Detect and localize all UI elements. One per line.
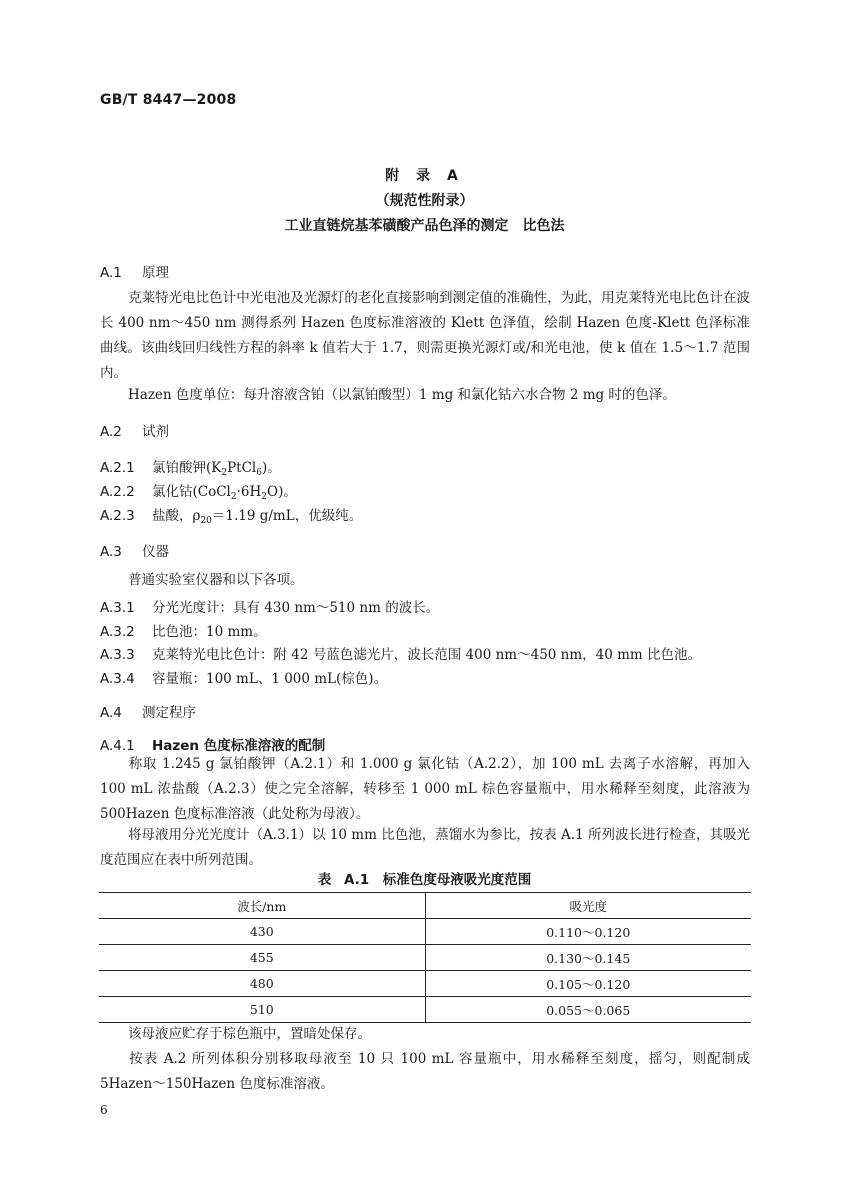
table-row bbox=[99, 971, 751, 997]
item-number: A.2.2 bbox=[100, 484, 135, 500]
section-title: 仪器 bbox=[142, 544, 169, 560]
table-cell: 0.110～0.120 bbox=[425, 919, 751, 945]
absorbance-table bbox=[99, 892, 751, 1023]
table-cell: 455 bbox=[99, 945, 425, 971]
section-title: 试剂 bbox=[142, 424, 169, 440]
table-row bbox=[99, 997, 751, 1023]
item-number: A.3.2 bbox=[100, 624, 135, 640]
section-number: A.4 bbox=[100, 705, 122, 721]
subsection-a41-heading bbox=[100, 734, 325, 754]
subscript: 6 bbox=[256, 468, 262, 478]
item-text: ＝1.19 g/mL，优级纯。 bbox=[211, 508, 363, 524]
item-number: A.3.3 bbox=[100, 647, 135, 663]
item-text: 容量瓶：100 mL、1 000 mL(棕色)。 bbox=[152, 671, 388, 687]
section-title: 测定程序 bbox=[142, 705, 196, 721]
section-number: A.3 bbox=[100, 544, 122, 560]
subscript: 20 bbox=[200, 516, 212, 526]
item-number: A.2.1 bbox=[100, 460, 135, 476]
paragraph-text: Hazen 色度单位：每升溶液含铂（以氯铂酸型）1 mg 和氯化钴六水合物 2 mg 时的色泽。 bbox=[128, 387, 676, 403]
a41-paragraph-4 bbox=[100, 1047, 750, 1097]
item-number: A.2.3 bbox=[100, 508, 135, 524]
a3-intro bbox=[100, 568, 750, 593]
table-row bbox=[99, 945, 751, 971]
column-header: 吸光度 bbox=[425, 893, 751, 919]
reagent-item bbox=[100, 504, 362, 526]
annex-nature: （规范性附录） bbox=[375, 193, 474, 209]
item-text: 盐酸，ρ bbox=[152, 508, 201, 524]
paragraph-text: 按表 A.2 所列体积分别移取母液至 10 只 100 mL 容量瓶中，用水稀释至刻度，摇匀，则配制成 5Hazen～150Hazen 色度标准溶液。 bbox=[100, 1051, 750, 1092]
column-header: 波长/nm bbox=[99, 893, 425, 919]
item-text: O)。 bbox=[267, 484, 297, 500]
item-number: A.3.1 bbox=[100, 600, 135, 616]
instrument-item bbox=[100, 596, 439, 616]
item-text: 分光光度计：具有 430 nm～510 nm 的波长。 bbox=[152, 600, 440, 616]
instrument-item bbox=[100, 643, 701, 663]
paragraph-text: 克莱特光电比色计中光电池及光源灯的老化直接影响到测定值的准确性，为此，用克莱特光电比色计在波长 400 nm～450 nm 测得系列 Hazen 色度标准溶液的 Klett 色泽值，绘制 Hazen 色度-Klett 色泽标准曲线。该曲线回归线性方程的斜率 k 值若大于 1.7，则需更换光源灯或/和光电池，使 k 值在 1.5～1.7 范围内。 bbox=[100, 290, 750, 381]
instrument-item bbox=[100, 667, 387, 687]
paragraph-text: 普通实验室仪器和以下各项。 bbox=[128, 572, 304, 588]
table-caption: 表 A.1 标准色度母液吸光度范围 bbox=[317, 872, 532, 888]
a1-paragraph-1 bbox=[100, 286, 750, 386]
a41-paragraph-2 bbox=[100, 823, 750, 873]
subscript: 2 bbox=[230, 492, 237, 502]
reagent-item bbox=[100, 456, 281, 478]
item-text: 比色池：10 mm。 bbox=[152, 624, 267, 640]
section-title: Hazen 色度标准溶液的配制 bbox=[152, 738, 326, 754]
table-cell: 480 bbox=[99, 971, 425, 997]
annex-title: 工业直链烷基苯磺酸产品色泽的测定 比色法 bbox=[284, 218, 565, 234]
section-a4-heading bbox=[100, 701, 196, 721]
instrument-item bbox=[100, 620, 267, 640]
paragraph-text: 该母液应贮存于棕色瓶中，置暗处保存。 bbox=[128, 1026, 371, 1042]
paragraph-text: 将母液用分光光度计（A.3.1）以 10 mm 比色池，蒸馏水为参比，按表 A.1 所列波长进行检查，其吸光度范围应在表中所列范围。 bbox=[100, 827, 750, 868]
section-number: A.4.1 bbox=[100, 738, 135, 754]
paragraph-text: 称取 1.245 g 氯铂酸钾（A.2.1）和 1.000 g 氯化钴（A.2.2），加 100 mL 去离子水溶解，再加入 100 mL 浓盐酸（A.2.3）使之完全溶解，转移至 1 000 mL 棕色容量瓶中，用水稀释至刻度，此溶液为 500Hazen 色度标准溶液（此处称为母液）。 bbox=[100, 756, 750, 822]
item-number: A.3.4 bbox=[100, 671, 135, 687]
a41-paragraph-1 bbox=[100, 752, 750, 827]
standard-number: GB/T 8447—2008 bbox=[100, 92, 237, 108]
item-text: 氯铂酸钾(K bbox=[152, 460, 222, 476]
page-number: 6 bbox=[100, 1103, 108, 1117]
item-text: PtCl bbox=[227, 460, 257, 476]
subscript: 2 bbox=[221, 468, 228, 478]
item-text: 克莱特光电比色计：附 42 号蓝色滤光片，波长范围 400 nm～450 nm，40 mm 比色池。 bbox=[152, 647, 702, 663]
a1-paragraph-2 bbox=[100, 383, 750, 408]
a41-paragraph-3 bbox=[100, 1022, 750, 1047]
table-row bbox=[99, 919, 751, 945]
section-a2-heading bbox=[100, 420, 169, 440]
table-cell: 0.105～0.120 bbox=[425, 971, 751, 997]
table-cell: 0.055～0.065 bbox=[425, 997, 751, 1023]
section-number: A.1 bbox=[100, 265, 122, 281]
section-a3-heading bbox=[100, 540, 169, 560]
item-text: ·6H bbox=[236, 484, 262, 500]
table-cell: 430 bbox=[99, 919, 425, 945]
section-title: 原理 bbox=[142, 265, 169, 281]
item-text: )。 bbox=[261, 460, 281, 476]
section-a1-heading bbox=[100, 261, 169, 281]
reagent-item bbox=[100, 480, 297, 502]
table-cell: 510 bbox=[99, 997, 425, 1023]
item-text: 氯化钴(CoCl bbox=[152, 484, 231, 500]
table-header-row bbox=[99, 893, 751, 919]
subscript: 2 bbox=[261, 492, 267, 502]
annex-label: 附 录 A bbox=[385, 168, 464, 184]
table-cell: 0.130～0.145 bbox=[425, 945, 751, 971]
section-number: A.2 bbox=[100, 424, 122, 440]
